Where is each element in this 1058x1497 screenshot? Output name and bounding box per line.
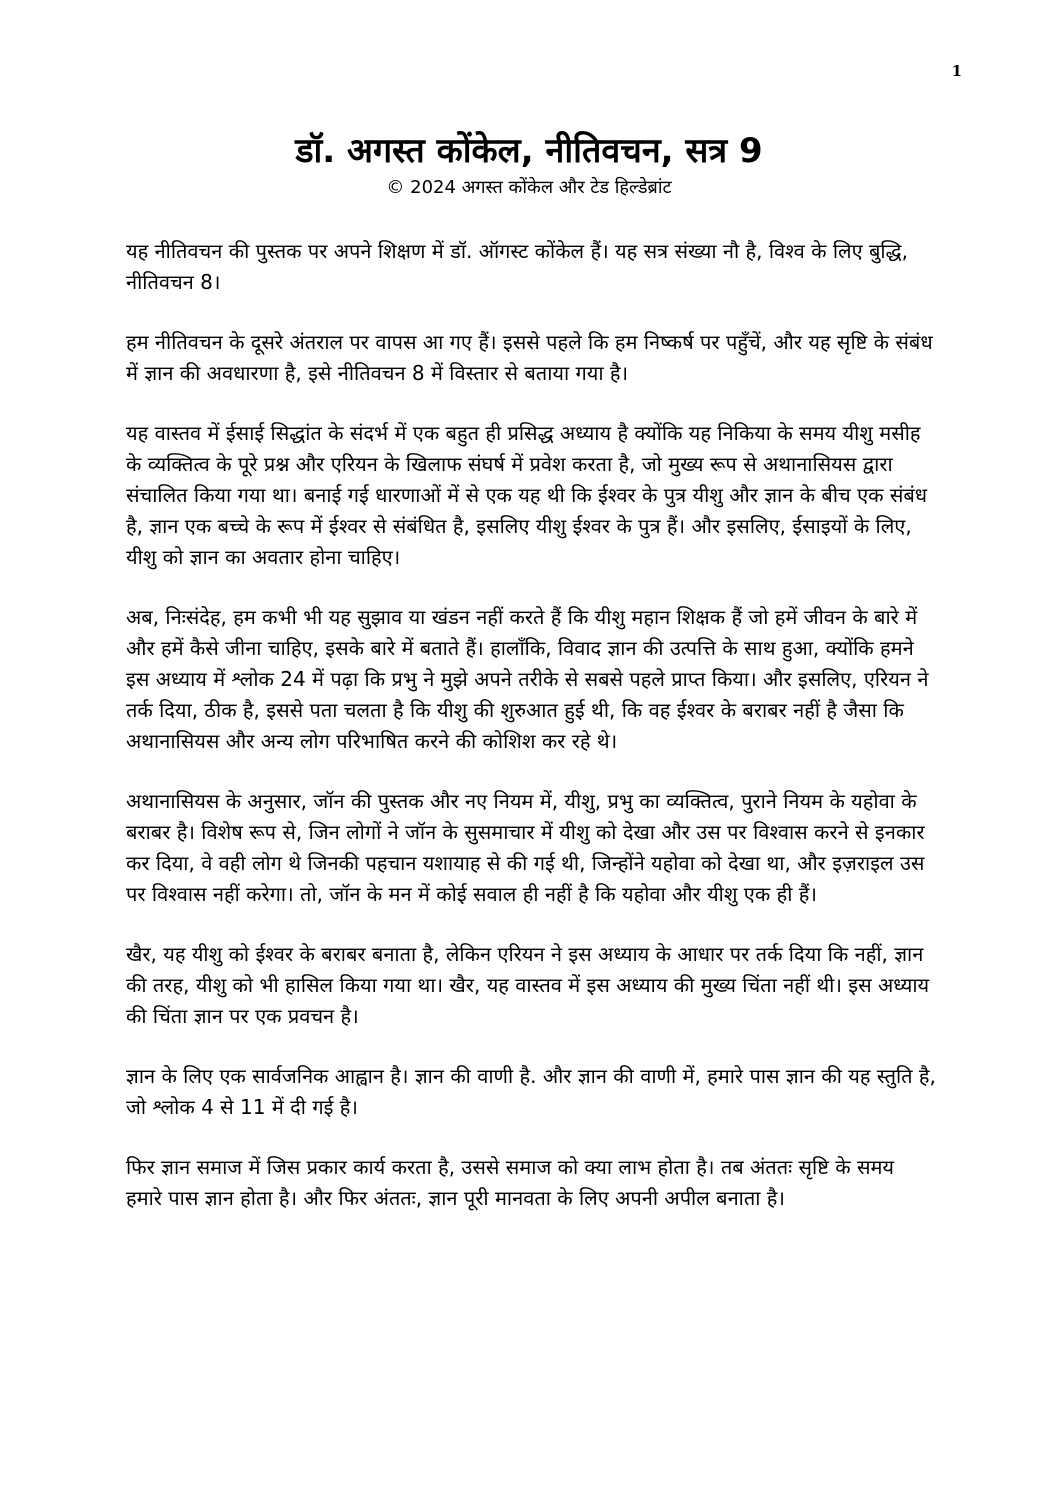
paragraph-6: खैर, यह यीशु को ईश्वर के बराबर बनाता है, लेकिन एरियन ने इस अध्याय के आधार पर तर्क दिया कि नहीं, ज्ञान की तरह, यीशु को भी हासिल किया गया था। खैर, यह वास्तव में इस अध्याय की मुख्य चिंता नहीं थी। इस अध्याय की चिंता ज्ञान पर एक प्रवचन है। <box>126 942 930 1028</box>
paragraph-1: यह नीतिवचन की पुस्तक पर अपने शिक्षण में डॉ. ऑगस्ट कोंकेल हैं। यह सत्र संख्या नौ है, विश्व के लिए बुद्धि, नीतिवचन 8। <box>126 239 908 294</box>
paragraph-7: ज्ञान के लिए एक सार्वजनिक आह्वान है। ज्ञान की वाणी है. और ज्ञान की वाणी में, हमारे पास ज्ञान की यह स्तुति है, जो श्लोक 4 से 11 में दी गई है। <box>126 1064 936 1119</box>
paragraph-2: हम नीतिवचन के दूसरे अंतराल पर वापस आ गए हैं। इससे पहले कि हम निष्कर्ष पर पहुँचें, और यह सृष्टि के संबंध में ज्ञान की अवधारणा है, इसे नीतिवचन 8 में विस्तार से बताया गया है। <box>126 330 933 385</box>
document-header <box>0 128 1058 202</box>
paragraph-5: अथानासियस के अनुसार, जॉन की पुस्तक और नए नियम में, यीशु, प्रभु का व्यक्तित्व, पुराने नियम के यहोवा के बराबर है। विशेष रूप से, जिन लोगों ने जॉन के सुसमाचार में यीशु को देखा और उस पर विश्वास करने से इनकार कर दिया, वे वही लोग थे जिनकी पहचान यशायाह से की गई थी, जिन्होंने यहोवा को देखा था, और इज़राइल उस पर विश्वास नहीं करेगा। तो, जॉन के मन में कोई सवाल ही नहीं है कि यहोवा और यीशु एक ही हैं। <box>126 789 925 906</box>
copyright-line: © 2024 अगस्त कोंकेल और टेड हिल्डेब्रांट <box>386 177 672 198</box>
document-title: डॉ. अगस्त कोंकेल, नीतिवचन, सत्र 9 <box>295 131 763 171</box>
paragraph-4: अब, निःसंदेह, हम कभी भी यह सुझाव या खंडन नहीं करते हैं कि यीशु महान शिक्षक हैं जो हमें जीवन के बारे में और हमें कैसे जीना चाहिए, इसके बारे में बताते हैं। हालाँकि, विवाद ज्ञान की उत्पत्ति के साथ हुआ, क्योंकि हमने इस अध्याय में श्लोक 24 में पढ़ा कि प्रभु ने मुझे अपने तरीके से सबसे पहले प्राप्त किया। और इसलिए, एरियन ने तर्क दिया, ठीक है, इससे पता चलता है कि यीशु की शुरुआत हुई थी, कि वह ईश्वर के बराबर नहीं है जैसा कि अथानासियस और अन्य लोग परिभाषित करने की कोशिश कर रहे थे। <box>126 605 929 753</box>
paragraph-8: फिर ज्ञान समाज में जिस प्रकार कार्य करता है, उससे समाज को क्या लाभ होता है। तब अंततः सृष्टि के समय हमारे पास ज्ञान होता है। और फिर अंततः, ज्ञान पूरी मानवता के लिए अपनी अपील बनाता है। <box>126 1155 895 1210</box>
document-body <box>126 236 936 1243</box>
page-number: 1 <box>951 62 962 80</box>
paragraph-3: यह वास्तव में ईसाई सिद्धांत के संदर्भ में एक बहुत ही प्रसिद्ध अध्याय है क्योंकि यह निकिया के समय यीशु मसीह के व्यक्तित्व के पूरे प्रश्न और एरियन के खिलाफ संघर्ष में प्रवेश करता है, जो मुख्य रूप से अथानासियस द्वारा संचालित किया गया था। बनाई गई धारणाओं में से एक यह थी कि ईश्वर के पुत्र यीशु और ज्ञान के बीच एक संबंध है, ज्ञान एक बच्चे के रूप में ईश्वर से संबंधित है, इसलिए यीशु ईश्वर के पुत्र हैं। और इसलिए, ईसाइयों के लिए, यीशु को ज्ञान का अवतार होना चाहिए। <box>126 421 928 569</box>
